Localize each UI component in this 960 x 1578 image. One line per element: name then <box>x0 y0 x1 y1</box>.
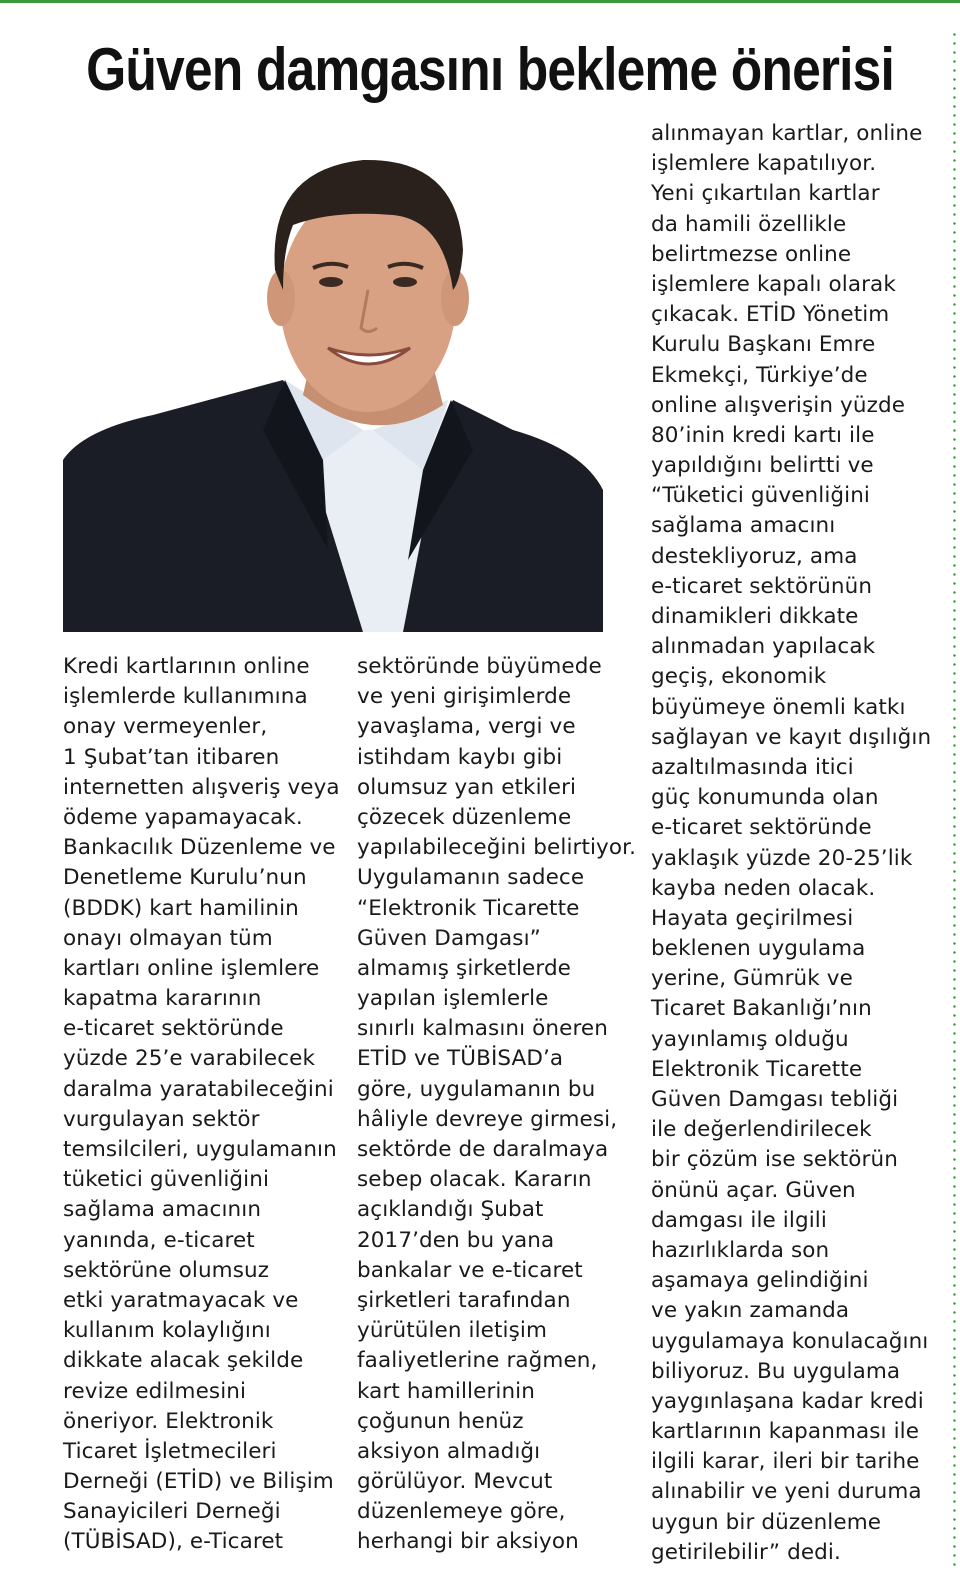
text-line: Güven Damgası tebliği <box>651 1087 899 1112</box>
text-line: almamış şirketlerde <box>357 955 572 981</box>
text-line: “Tüketici güvenliğini <box>651 483 871 509</box>
text-line: çoğunun henüz <box>357 1408 524 1434</box>
text-line: Ticaret Bakanlığı’nın <box>651 996 872 1022</box>
text-line: Kredi kartlarının online <box>63 654 310 679</box>
text-line: çözecek düzenleme <box>357 804 572 830</box>
text-line: Elektronik Ticarette <box>651 1056 863 1082</box>
text-line: alınmayan kartlar, online <box>651 121 923 146</box>
top-rule <box>0 0 960 3</box>
text-line: e-ticaret sektöründe <box>651 815 872 841</box>
text-line: sağlama amacını <box>651 513 836 539</box>
text-line: faaliyetlerine rağmen, <box>357 1348 598 1374</box>
text-line: sağlayan ve kayıt dışılığın <box>651 724 932 750</box>
text-line: e-ticaret sektörünün <box>651 573 873 599</box>
text-line: hazırlıklarda son <box>651 1237 830 1263</box>
text-line: kayba neden olacak. <box>651 875 876 901</box>
text-line: azaltılmasında itici <box>651 754 854 780</box>
text-line: temsilcileri, uygulamanın <box>63 1137 337 1162</box>
text-line: sebep olacak. Kararın <box>357 1167 592 1193</box>
article-column-3 <box>651 119 931 1568</box>
text-line: aksiyon almadığı <box>357 1438 541 1464</box>
text-line: vurgulayan sektör <box>63 1106 260 1132</box>
text-line: sektörüne olumsuz <box>63 1257 270 1283</box>
text-line: dikkate alacak şekilde <box>63 1348 304 1374</box>
side-dotted-border <box>953 30 956 1570</box>
text-line: istihdam kaybı gibi <box>357 744 563 770</box>
text-line: kullanım kolaylığını <box>63 1318 271 1344</box>
text-line: kartlarının kapanması ile <box>651 1419 920 1445</box>
text-line: açıklandığı Şubat <box>357 1197 544 1223</box>
text-line: uygun bir düzenleme <box>651 1509 882 1535</box>
text-line: öneriyor. Elektronik <box>63 1408 274 1434</box>
text-line: yapılan işlemlerle <box>357 986 549 1012</box>
article-column-2 <box>357 652 636 1558</box>
text-line: yavaşlama, vergi ve <box>357 714 576 740</box>
text-line: alınmadan yapılacak <box>651 634 876 660</box>
text-line: yayınlamış olduğu <box>651 1026 849 1052</box>
text-line: alınabilir ve yeni duruma <box>651 1479 922 1505</box>
text-line: aşamaya gelindiğini <box>651 1268 869 1294</box>
text-line: online alışverişin yüzde <box>651 392 906 418</box>
text-line: herhangi bir aksiyon <box>357 1529 579 1555</box>
text-line: Derneği (ETİD) ve Bilişim <box>63 1469 334 1495</box>
text-line: Denetleme Kurulu’nun <box>63 865 307 891</box>
text-line: Sanayicileri Derneği <box>63 1499 281 1525</box>
portrait-photo <box>63 130 603 632</box>
text-line: yapılabileceğini belirtiyor. <box>357 835 637 861</box>
text-line: e-ticaret sektöründe <box>63 1016 284 1042</box>
text-line: dinamikleri dikkate <box>651 604 859 629</box>
text-line: sınırlı kalmasını öneren <box>357 1016 608 1042</box>
text-line: (TÜBİSAD), e-Ticaret <box>63 1529 284 1555</box>
text-line: yanında, e-ticaret <box>63 1227 255 1253</box>
text-line: Hayata geçirilmesi <box>651 905 854 931</box>
article-column-1 <box>63 652 340 1558</box>
text-line: yerine, Gümrük ve <box>651 966 853 992</box>
text-line: 80’inin kredi kartı ile <box>651 422 875 448</box>
text-line: ETİD ve TÜBİSAD’a <box>357 1046 564 1072</box>
text-line: Güven Damgası” <box>357 925 541 951</box>
text-line: geçiş, ekonomik <box>651 664 827 690</box>
text-line: belirtmezse online <box>651 241 852 267</box>
text-line: ve yeni girişimlerde <box>357 684 572 710</box>
text-line: yapıldığını belirtti ve <box>651 453 874 479</box>
text-line: düzenlemeye göre, <box>357 1499 566 1525</box>
text-line: bankalar ve e-ticaret <box>357 1257 583 1283</box>
text-line: güç konumunda olan <box>651 785 879 811</box>
text-line: beklenen uygulama <box>651 936 866 962</box>
text-line: yüzde 25’e varabilecek <box>63 1046 316 1072</box>
text-line: yaygınlaşana kadar kredi <box>651 1388 924 1414</box>
text-line: yaklaşık yüzde 20-25’lik <box>651 845 913 871</box>
text-line: Uygulamanın sadece <box>357 865 585 891</box>
text-line: sağlama amacının <box>63 1197 262 1223</box>
text-line: ödeme yapamayacak. <box>63 804 303 830</box>
text-line: büyümeye önemli katkı <box>651 694 906 720</box>
text-line: onayı olmayan tüm <box>63 925 273 951</box>
text-line: hâliyle devreye girmesi, <box>357 1106 618 1132</box>
headline: Güven damgasını bekleme önerisi <box>86 36 894 103</box>
text-line: işlemlere kapalı olarak <box>651 271 896 297</box>
text-line: 2017’den bu yana <box>357 1227 555 1253</box>
text-line: işlemlere kapatılıyor. <box>651 151 877 177</box>
text-line: olumsuz yan etkileri <box>357 774 577 800</box>
text-line: Bankacılık Düzenleme ve <box>63 835 336 861</box>
text-line: çıkacak. ETİD Yönetim <box>651 302 890 328</box>
text-line: kapatma kararının <box>63 986 262 1012</box>
text-line: yürütülen iletişim <box>357 1318 548 1344</box>
text-line: da hamili özellikle <box>651 211 847 237</box>
text-line: biliyoruz. Bu uygulama <box>651 1358 901 1384</box>
text-line: Ticaret İşletmecileri <box>63 1438 277 1464</box>
text-line: Ekmekçi, Türkiye’de <box>651 362 868 388</box>
text-line: daralma yaratabileceğini <box>63 1076 334 1102</box>
text-line: bir çözüm ise sektörün <box>651 1147 898 1173</box>
text-line: ilgili karar, ileri bir tarihe <box>651 1449 920 1475</box>
text-line: 1 Şubat’tan itibaren <box>63 744 280 770</box>
text-line: göre, uygulamanın bu <box>357 1076 596 1102</box>
text-line: destekliyoruz, ama <box>651 543 858 569</box>
text-line: etki yaratmayacak ve <box>63 1287 299 1313</box>
text-line: onay vermeyenler, <box>63 714 268 740</box>
text-line: şirketleri tarafından <box>357 1287 571 1313</box>
text-line: görülüyor. Mevcut <box>357 1469 553 1495</box>
text-line: damgası ile ilgili <box>651 1207 827 1233</box>
text-line: kartları online işlemlere <box>63 955 320 981</box>
text-line: ile değerlendirilecek <box>651 1117 872 1143</box>
text-line: uygulamaya konulacağını <box>651 1328 929 1354</box>
man-portrait-icon <box>63 130 603 632</box>
text-line: Yeni çıkartılan kartlar <box>651 181 880 207</box>
text-line: getirilebilir” dedi. <box>651 1539 841 1565</box>
text-line: sektörde de daralmaya <box>357 1137 609 1162</box>
text-line: internetten alışveriş veya <box>63 774 340 800</box>
text-line: kart hamillerinin <box>357 1378 535 1404</box>
text-line: işlemlerde kullanımına <box>63 684 308 710</box>
text-line: sektöründe büyümede <box>357 654 602 679</box>
text-line: ve yakın zamanda <box>651 1298 850 1324</box>
text-line: önünü açar. Güven <box>651 1177 856 1203</box>
text-line: Kurulu Başkanı Emre <box>651 332 876 358</box>
text-line: revize edilmesini <box>63 1378 247 1404</box>
text-line: “Elektronik Ticarette <box>357 895 580 921</box>
text-line: tüketici güvenliğini <box>63 1167 270 1193</box>
text-line: (BDDK) kart hamilinin <box>63 895 299 921</box>
